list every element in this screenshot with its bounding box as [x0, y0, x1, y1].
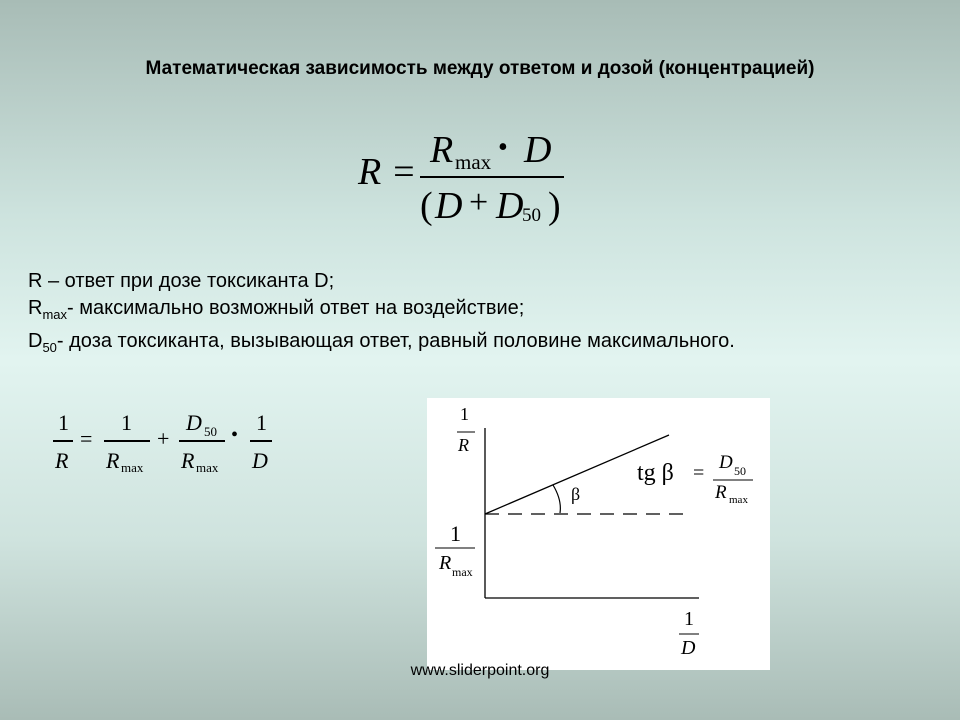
beta-angle-arc [553, 485, 560, 513]
recip-lhs-den: R [55, 448, 69, 473]
x-label-num: 1 [684, 608, 694, 630]
formula-den-50: 50 [522, 205, 541, 226]
recip-t2-num-50: 50 [204, 424, 217, 439]
recip-eq: = [80, 426, 93, 451]
formula-den-close: ) [548, 185, 561, 227]
definition-D50-text: - доза токсиканта, вызывающая ответ, равный половине максимального. [56, 330, 735, 352]
formula-den-D2: D [496, 185, 524, 227]
definition-D50-sub: 50 [42, 340, 57, 355]
definition-R: R – ответ при дозе токсиканта D; [28, 270, 335, 292]
formula-num-R: R [430, 129, 454, 171]
recip-t1-den-max: max [121, 460, 144, 475]
definition-D50-symbol: D [28, 330, 43, 352]
y-label-num: 1 [460, 404, 469, 424]
slope-den-max: max [729, 494, 748, 506]
recip-t1-den-R: R [106, 448, 120, 473]
formula-den-plus: + [469, 184, 489, 221]
recip-plus: + [157, 426, 170, 451]
recip-dot: • [231, 424, 239, 446]
recip-t1-line [104, 440, 150, 442]
definitions [28, 268, 735, 361]
x-label-den: D [681, 637, 696, 659]
beta-label: β [571, 484, 581, 504]
recip-t1-num: 1 [121, 410, 132, 435]
recip-t3-den: D [252, 448, 268, 473]
formula-fraction-line [420, 176, 564, 178]
tg-beta-label: tg β [637, 460, 674, 486]
recip-lhs-line [53, 440, 73, 442]
intercept-num: 1 [450, 521, 461, 546]
formula-den-open: ( [420, 185, 433, 227]
slope-eq: = [693, 462, 705, 484]
formula-num-max: max [455, 150, 492, 174]
graph-svg [427, 398, 770, 670]
y-label-den: R [458, 435, 469, 455]
formula-lhs: R = [358, 151, 417, 193]
definition-Rmax-sub: max [42, 307, 68, 322]
formula-num-D: D [524, 129, 552, 171]
slope-num-D: D [719, 452, 733, 473]
recip-lhs-num: 1 [58, 410, 69, 435]
recip-t3-line [250, 440, 272, 442]
recip-t3-num: 1 [256, 410, 267, 435]
definition-Rmax-text: - максимально возможный ответ на воздействие; [67, 297, 525, 319]
definition-Rmax-symbol: R [28, 297, 43, 319]
lineweaver-burk-graph [427, 398, 770, 670]
recip-t2-den-R: R [181, 448, 195, 473]
intercept-den-R: R [439, 552, 452, 574]
intercept-den-max: max [452, 565, 473, 579]
slope-den-R: R [715, 482, 727, 503]
source-watermark: www.sliderpoint.org [410, 662, 550, 679]
formula-num-dot: • [498, 132, 508, 163]
formula-den-D: D [435, 185, 463, 227]
slope-num-50: 50 [734, 464, 746, 478]
definition-Rmax [28, 295, 735, 328]
recip-t2-num-D: D [186, 410, 202, 435]
recip-t2-den-max: max [196, 460, 219, 475]
definition-D50 [28, 328, 735, 361]
slide-title: Математическая зависимость между ответом и дозой (концентрацией) [145, 58, 815, 79]
recip-t2-line [179, 440, 225, 442]
